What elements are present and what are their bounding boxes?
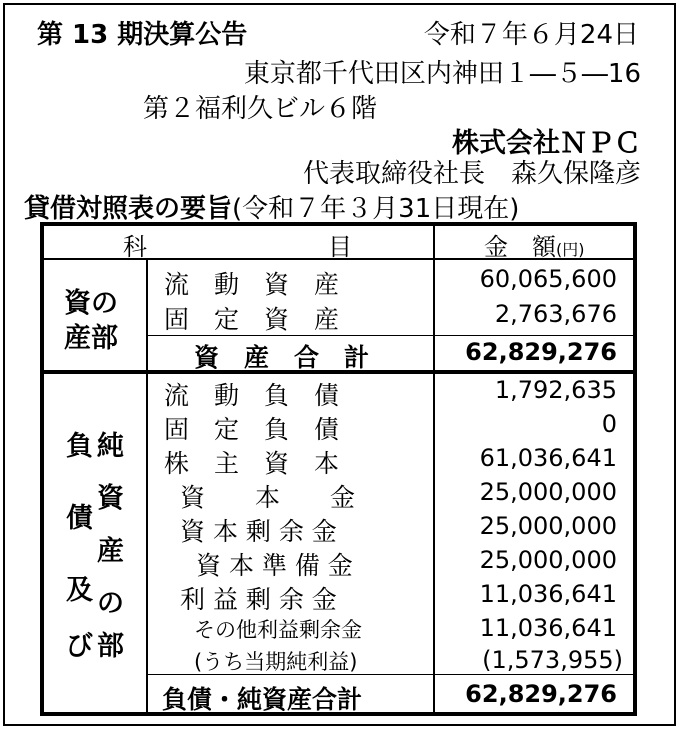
representative: 代表取締役社長 森久保隆彦 xyxy=(302,159,641,189)
net-assets-section-char: 部 xyxy=(97,631,124,662)
liability-row-label: 資 本 準 備 金 xyxy=(196,551,353,580)
net-assets-section-char: の xyxy=(97,588,124,619)
liability-row-value: 61,036,641 xyxy=(479,444,617,472)
liability-row-label: 利 益 剰 余 金 xyxy=(180,585,337,614)
liability-row-value: 11,036,641 xyxy=(479,580,617,608)
liability-row-label: 固 定 負 債 xyxy=(164,415,340,444)
liability-row-value: 11,036,641 xyxy=(479,614,617,642)
asset-row-label: 流 動 資 産 xyxy=(164,270,340,299)
liability-row-value: 25,000,000 xyxy=(479,478,617,506)
liabilities-section-char: 負 xyxy=(66,431,93,462)
liability-row-value: 0 xyxy=(601,410,617,438)
balance-sheet-title-main: 貸借対照表の要旨 xyxy=(24,194,233,224)
assets-total-value: 62,829,276 xyxy=(465,338,617,366)
liabilities-total-label: 負債・純資産合計 xyxy=(162,685,363,714)
header-amount xyxy=(484,227,585,262)
liabilities-section-char: び xyxy=(66,631,93,662)
net-assets-section-char: 純 xyxy=(97,431,124,462)
assets-total-label: 資 産 合 計 xyxy=(194,343,370,372)
net-assets-section-char: 産 xyxy=(97,536,124,567)
asset-row-value: 2,763,676 xyxy=(494,300,617,328)
liabilities-total-value: 62,829,276 xyxy=(465,680,617,708)
liability-row-label: 資 本 剰 余 金 xyxy=(180,517,337,546)
asset-row-label: 固 定 資 産 xyxy=(164,305,340,334)
liability-row-value: 1,792,635 xyxy=(494,376,617,404)
assets-section-label-1: 資の xyxy=(64,288,118,319)
amount-column-divider xyxy=(433,226,435,712)
balance-sheet-period: (令和７年３月31日現在) xyxy=(232,194,520,224)
header-kamoku-2: 目 xyxy=(328,233,352,261)
address-line-2: 第２福利久ビル６階 xyxy=(143,94,378,124)
header-amount-label: 金 額 xyxy=(484,233,556,261)
company-name: 株式会社ＮＰＣ xyxy=(452,128,641,159)
liability-row-label: 株 主 資 本 xyxy=(164,449,340,478)
assets-section-label-2: 産部 xyxy=(64,323,118,354)
balance-sheet-title xyxy=(24,188,519,225)
balance-sheet-table xyxy=(40,222,637,716)
net-assets-section-char: 資 xyxy=(97,483,124,514)
liabilities-section-char: 債 xyxy=(66,503,93,534)
section-column-divider xyxy=(146,258,148,712)
asset-row-value: 60,065,600 xyxy=(479,265,617,293)
liability-row-label: その他利益剰余金 xyxy=(194,618,362,642)
liability-row-label: 資 本 金 xyxy=(180,483,356,512)
notice-title: 第 13 期決算公告 xyxy=(37,20,248,50)
notice-date: 令和７年６月24日 xyxy=(423,20,639,50)
liability-row-value: (1,573,955) xyxy=(482,646,623,674)
header-unit: (円) xyxy=(556,240,585,259)
liability-row-value: 25,000,000 xyxy=(479,512,617,540)
address-line-1: 東京都千代田区内神田１―５―16 xyxy=(243,59,641,89)
liability-row-label: (うち当期純利益) xyxy=(194,650,358,674)
liability-row-label: 流 動 負 債 xyxy=(164,381,340,410)
liabilities-section-char: 及 xyxy=(66,575,93,606)
header-kamoku-1: 科 xyxy=(123,233,147,261)
liability-row-value: 25,000,000 xyxy=(479,546,617,574)
